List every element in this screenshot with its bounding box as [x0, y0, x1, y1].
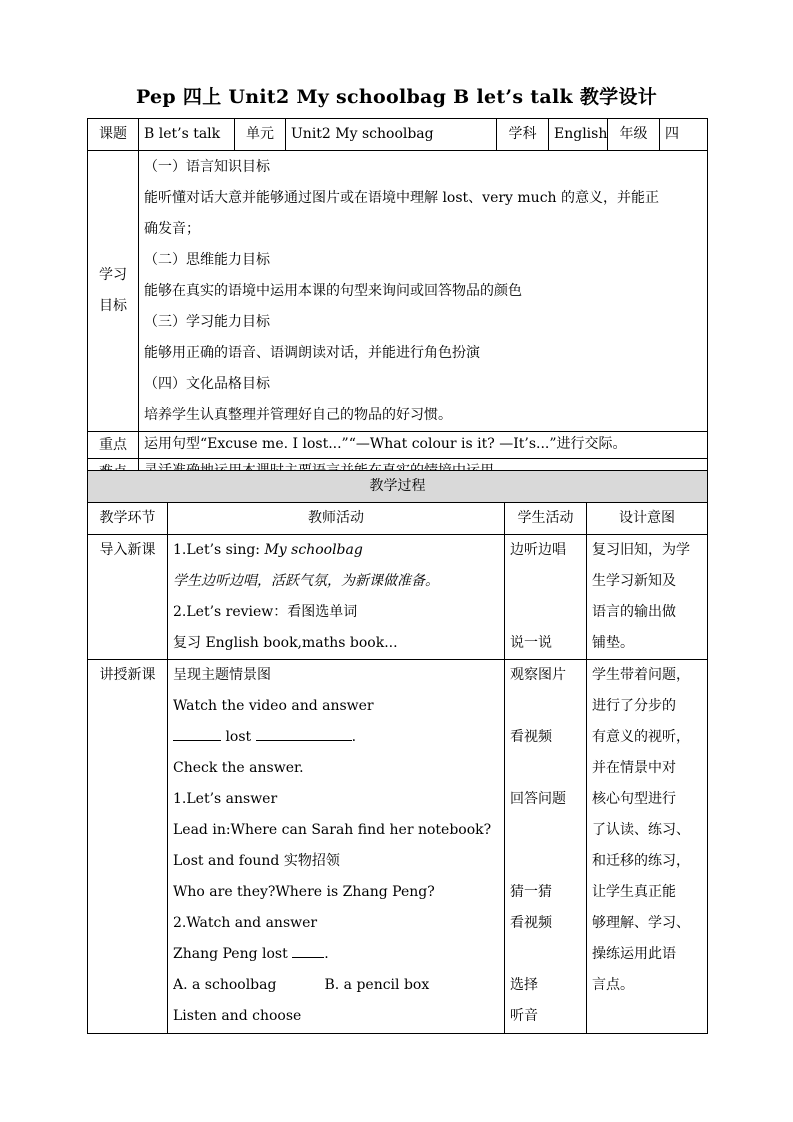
purpose-line: 生学习新知及	[592, 573, 676, 589]
process-band: 教学过程	[88, 471, 708, 503]
goal-line: （一）语言知识目标	[144, 159, 270, 175]
intro-purpose	[587, 535, 708, 660]
goals-label	[88, 151, 139, 432]
grade-value: 四	[660, 119, 708, 151]
student-line: 边听边唱	[510, 542, 566, 558]
subject-label: 学科	[497, 119, 549, 151]
key-point-label: 重点	[88, 432, 139, 459]
purpose-line: 了认读、练习、	[592, 822, 690, 838]
student-line: 选择	[510, 977, 538, 993]
goal-line: 能听懂对话大意并能够通过图片或在语境中理解 lost、very much 的意义，并能正	[144, 190, 660, 206]
header-purpose: 设计意图	[587, 503, 708, 535]
teacher-line: 2.Let’s review：看图选单词	[173, 604, 358, 620]
goals-label-line: 目标	[99, 298, 127, 314]
teacher-line: 学生边听边唱，活跃气氛，为新课做准备。	[173, 573, 439, 589]
option-a: A. a schoolbag	[173, 977, 277, 993]
student-line: 听音	[510, 1008, 538, 1024]
song-title: My schoolbag	[264, 542, 363, 558]
goals-content	[139, 151, 708, 432]
lesson-info-table	[87, 118, 708, 486]
teacher-line: 复习 English book,maths book...	[173, 635, 398, 651]
answer-blank	[173, 726, 221, 741]
purpose-line: 进行了分步的	[592, 698, 676, 714]
intro-teacher	[168, 535, 505, 660]
new-stage: 讲授新课	[88, 660, 168, 1034]
purpose-line: 铺垫。	[592, 635, 634, 651]
purpose-line: 有意义的视听，	[592, 729, 690, 745]
answer-blank	[256, 726, 352, 741]
teacher-line: Check the answer.	[173, 760, 304, 776]
teacher-line: 1.Let’s sing: My schoolbag	[173, 542, 363, 558]
purpose-line: 和迁移的练习，	[592, 853, 690, 869]
subject-value: English	[549, 119, 608, 151]
purpose-line: 并在情景中对	[592, 760, 676, 776]
purpose-line: 学生带着问题，	[592, 667, 690, 683]
teacher-line: 2.Watch and answer	[173, 915, 318, 931]
goal-line: 能够在真实的语境中运用本课的句型来询问或回答物品的颜色	[144, 283, 522, 299]
intro-student	[505, 535, 587, 660]
header-student: 学生活动	[505, 503, 587, 535]
goal-line: （二）思维能力目标	[144, 252, 270, 268]
teacher-line: Zhang Peng lost .	[173, 939, 499, 970]
goal-line: 确发音；	[144, 221, 200, 237]
student-line: 看视频	[510, 915, 552, 931]
student-line: 看视频	[510, 729, 552, 745]
teacher-line: 1.Let’s answer	[173, 791, 278, 807]
student-line: 回答问题	[510, 791, 566, 807]
key-point-text: 运用句型“Excuse me. I lost...”“—What colour is it? —It’s...”进行交际。	[139, 432, 708, 459]
teacher-line: Lost and found 实物招领	[173, 853, 340, 869]
new-teacher	[168, 660, 505, 1034]
student-line: 观察图片	[510, 667, 566, 683]
student-line: 猜一猜	[510, 884, 552, 900]
teacher-line: Lead in:Where can Sarah find her notebook?	[173, 822, 492, 838]
goal-line: （三）学习能力目标	[144, 314, 270, 330]
topic-value: B let’s talk	[139, 119, 235, 151]
unit-label: 单元	[235, 119, 286, 151]
teacher-line: Who are they?Where is Zhang Peng?	[173, 884, 435, 900]
header-teacher: 教师活动	[168, 503, 505, 535]
purpose-line: 核心句型进行	[592, 791, 676, 807]
option-b: B. a pencil box	[324, 977, 430, 993]
new-purpose	[587, 660, 708, 1034]
unit-value: Unit2 My schoolbag	[286, 119, 497, 151]
goal-line: 培养学生认真整理并管理好自己的物品的好习惯。	[144, 407, 452, 423]
purpose-line: 操练运用此语	[592, 946, 676, 962]
topic-label: 课题	[88, 119, 139, 151]
goals-label-line: 学习	[99, 267, 127, 283]
new-student	[505, 660, 587, 1034]
answer-blank	[292, 943, 324, 958]
goal-line: 能够用正确的语音、语调朗读对话，并能进行角色扮演	[144, 345, 480, 361]
teacher-line	[173, 970, 499, 1001]
teacher-line: 呈现主题情景图	[173, 667, 271, 683]
teaching-process-table	[87, 470, 708, 1034]
teacher-line: Watch the video and answer	[173, 698, 374, 714]
header-stage: 教学环节	[88, 503, 168, 535]
purpose-line: 语言的输出做	[592, 604, 676, 620]
purpose-line: 够理解、学习、	[592, 915, 690, 931]
grade-label: 年级	[608, 119, 660, 151]
purpose-line: 言点。	[592, 977, 634, 993]
purpose-line: 让学生真正能	[592, 884, 676, 900]
teacher-line: lost .	[173, 722, 499, 753]
student-line: 说一说	[510, 635, 552, 651]
page-title: Pep 四上 Unit2 My schoolbag B let’s talk 教学设计	[135, 86, 658, 108]
teacher-line: Listen and choose	[173, 1008, 302, 1024]
purpose-line: 复习旧知，为学	[592, 542, 690, 558]
goal-line: （四）文化品格目标	[144, 376, 270, 392]
intro-stage: 导入新课	[88, 535, 168, 660]
